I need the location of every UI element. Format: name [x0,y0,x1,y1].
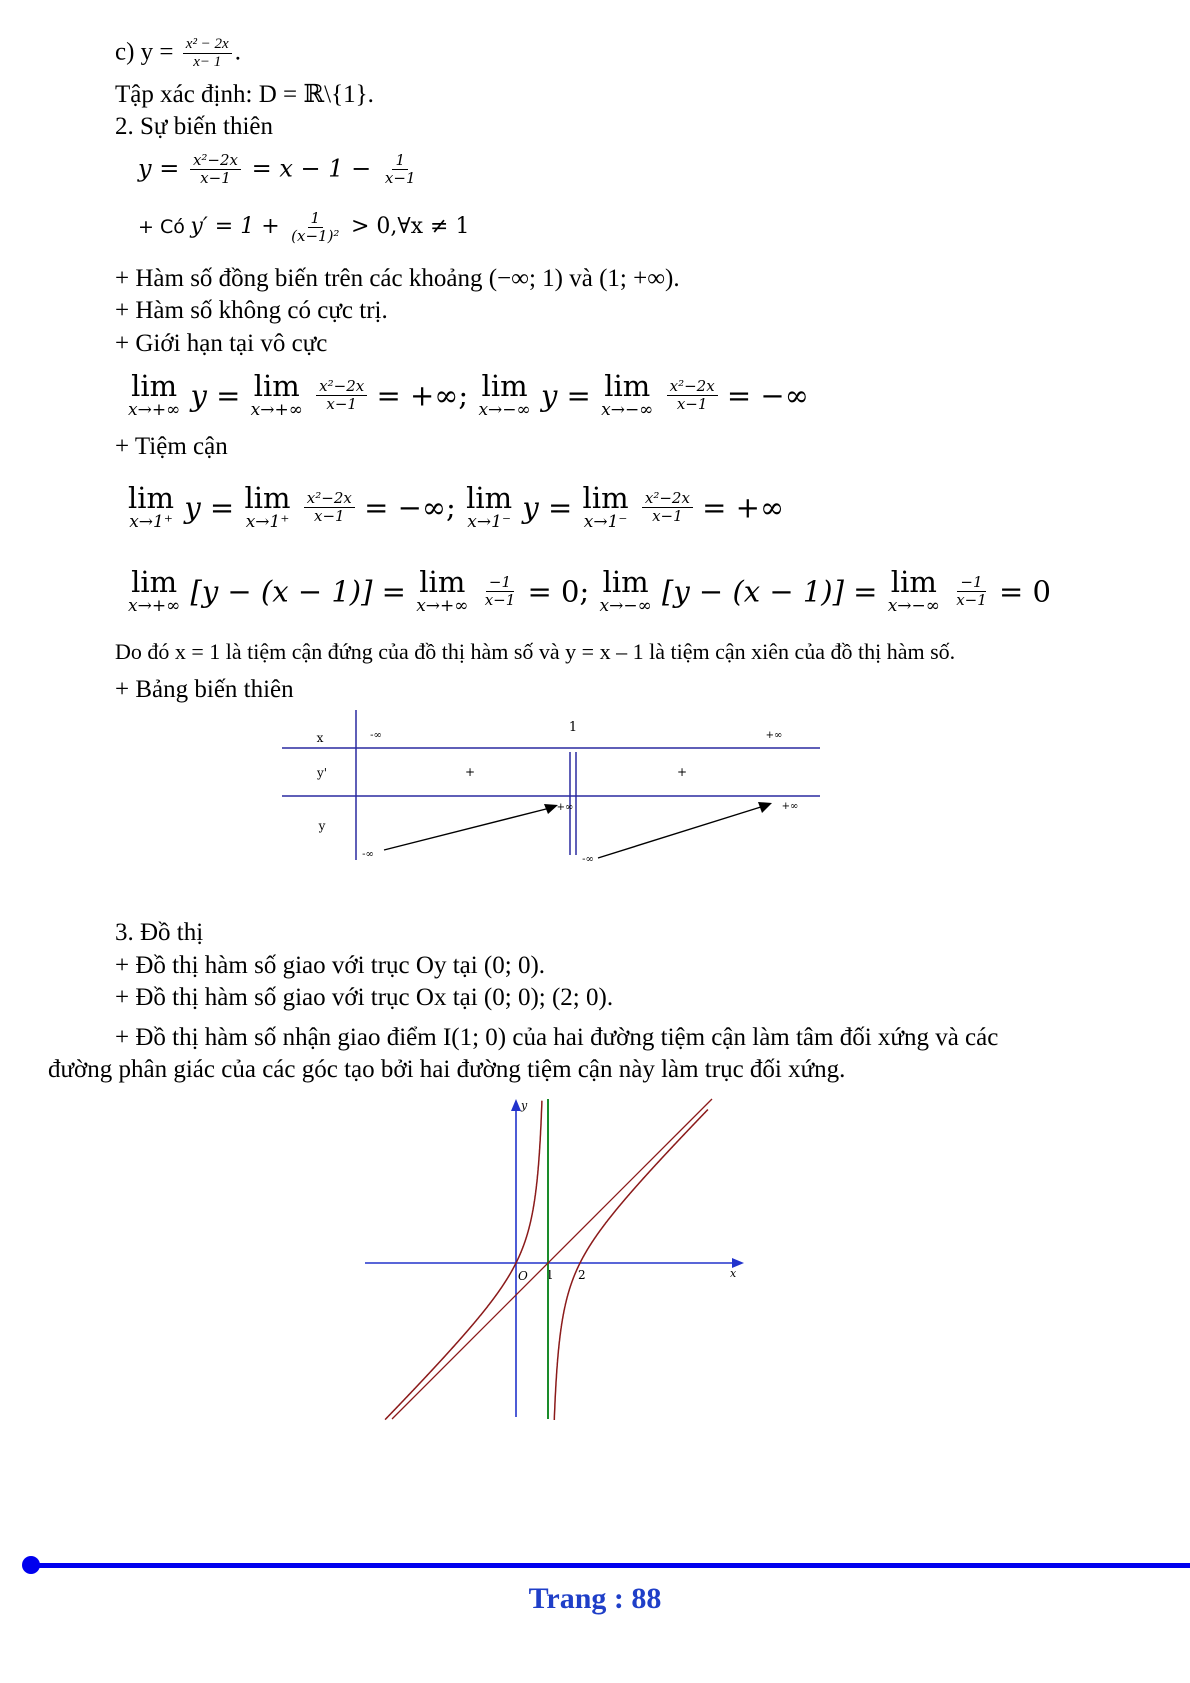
lim-sub-3: x→−∞ [478,400,531,421]
derivative-line [138,210,469,246]
lim1-sub-1: x→1⁺ [129,512,173,533]
lim1-result-1: = −∞; [364,490,456,525]
fraction-numerator: x² − 2x [183,36,232,54]
section-2-title: 2. Sự biến thiên [115,113,273,140]
symmetry-line-2: đường phân giác của các góc tạo bởi hai đường tiệm cận này làm trục đối xứng. [48,1056,846,1083]
rewrite-den2: x−1 [384,169,416,188]
origin-label: O [518,1269,528,1283]
lim1-sub-3: x→1⁻ [467,512,511,533]
derivative-num: 1 [308,210,324,228]
x-value-one: 1 [568,720,578,735]
limits-oblique: lim x→+∞ [y − (x − 1)] = lim x→+∞ $\frac{-1}{x-1}$ = 0; lim x→−∞ [y − (x − 1)] = lim x→−∞ $\frac{-1}{x-1}$ = 0 [128,565,1051,617]
derivative-lead: + Có [138,215,185,238]
limits-at-one: lim x→1⁺ y = lim x→1⁺ $\frac{\text{x²−2x}}{x-1}$ = −∞; lim x→1⁻ y = lim x→1⁻ $\frac{\text{x²−2x}}{x-1}$ = +∞ [128,481,785,533]
derivative-expr: y′ = 1 + [190,213,280,239]
row-label-x: x [316,731,324,745]
function-graph [360,1095,750,1425]
lim1-result-2: = +∞ [702,490,785,525]
tick-label-1: 1 [546,1268,554,1282]
row-label-derivative: y' [316,766,328,780]
conclusion-line: Do đó x = 1 là tiệm cận đứng của đồ thị hàm số và y = x – 1 là tiệm cận xiên của đồ thị hàm số. [115,639,956,664]
derivative-sign-left: + [464,765,476,779]
curve-branch-right [554,1110,708,1421]
part-c-heading: c) y = $\frac{\text{x² − 2x}}{x- 1}$ . [115,36,241,71]
variation-table [282,710,824,870]
lim1-sub-2: x→1⁺ [245,512,290,533]
rewrite-num2: 1 [392,152,408,170]
increasing-arrow-left [384,808,550,850]
limo-num-2: −1 [957,574,985,592]
page-number: Trang : 88 [528,1582,662,1615]
function-fraction [183,36,232,72]
lim-result-1: = +∞; [376,378,469,413]
y-value-right-end: +∞ [781,801,799,812]
rewrite-den: x−1 [200,169,231,188]
lim1-den-1: x−1 [314,506,345,525]
limo-expr-1: [y − (x − 1)] = [190,574,406,609]
lim1-num-1: x²−2x [304,490,355,508]
limo-result-2: = 0 [999,574,1051,609]
lim-num-2: x²−2x [667,378,718,396]
tick-label-2: 2 [578,1268,586,1282]
rewrite-num: x²−2x [190,152,241,170]
y-value-left-end: +∞ [556,802,574,813]
row-label-y: y [318,819,326,833]
limo-expr-2: [y − (x − 1)] = [662,574,878,609]
arrowhead-right [758,802,772,813]
limo-sub-4: x→−∞ [887,596,940,617]
ox-intersection: + Đồ thị hàm số giao với trục Ox tại (0; 0); (2; 0). [115,984,614,1011]
y-value-right-start: -∞ [582,854,594,865]
lim1-den-2: x−1 [652,506,683,525]
limo-den-1: x−1 [484,590,516,609]
derivative-condition: > 0,∀x ≠ 1 [350,213,470,239]
curve-branch-left [385,1101,542,1420]
limo-sub-2: x→+∞ [416,596,469,617]
limits-at-infinity: lim x→+∞ y = lim x→+∞ $\frac{\text{x²−2x}}{x-1}$ = +∞; lim x→−∞ y = lim x→−∞ $\frac{\text{x²−2x}}{x-1}$ = −∞ [128,369,809,421]
lim-num-1: x²−2x [316,378,367,396]
table-title: + Bảng biến thiên [115,676,294,703]
monotonic-line: + Hàm số đồng biến trên các khoảng (−∞; 1) và (1; +∞). [115,265,680,292]
limo-sub-1: x→+∞ [128,596,181,617]
x-value-neg-inf: -∞ [370,730,382,741]
limo-num-1: −1 [486,574,514,592]
y-axis-arrow [511,1099,521,1111]
oy-intersection: + Đồ thị hàm số giao với trục Oy tại (0; 0). [115,952,546,979]
lim-den-2: x−1 [676,394,708,413]
limo-result-1: = 0; [527,574,590,609]
derivative-sign-right: + [676,765,688,779]
fraction-denominator: x− 1 [193,54,222,71]
x-axis-label: x [730,1267,737,1280]
limits-title: + Giới hạn tại vô cực [115,330,328,357]
rewrite-formula [138,152,422,188]
y-value-left-start: -∞ [362,849,374,860]
footer-rule [28,1563,1190,1568]
limo-sub-3: x→−∞ [599,596,652,617]
section-3-title: 3. Đồ thị [115,919,204,946]
x-value-pos-inf: +∞ [765,730,783,741]
y-axis-label: y [521,1099,528,1112]
lim1-sub-4: x→1⁻ [583,512,628,533]
lim-result-2: = −∞ [726,378,809,413]
rewrite-lhs: y = [138,154,180,183]
lim-sub-4: x→−∞ [601,400,654,421]
lim-sub-1: x→+∞ [128,400,181,421]
domain-line: Tập xác định: D = ℝ\{1}. [115,81,374,108]
lim-sub-2: x→+∞ [250,400,303,421]
oblique-asymptote [392,1099,712,1419]
rewrite-rhs: = x − 1 − [251,154,372,183]
derivative-den: (x−1)² [291,227,340,246]
asymptote-title: + Tiệm cận [115,433,228,460]
lim-den-1: x−1 [326,394,357,413]
symmetry-line-1: + Đồ thị hàm số nhận giao điểm I(1; 0) của hai đường tiệm cận làm tâm đối xứng và các [115,1024,999,1051]
lim1-num-2: x²−2x [642,490,693,508]
footer-dot-icon [22,1556,40,1574]
extrema-line: + Hàm số không có cực trị. [115,297,388,324]
increasing-arrow-right [598,806,764,858]
part-label: c) y = [115,38,180,66]
limo-den-2: x−1 [956,590,987,609]
